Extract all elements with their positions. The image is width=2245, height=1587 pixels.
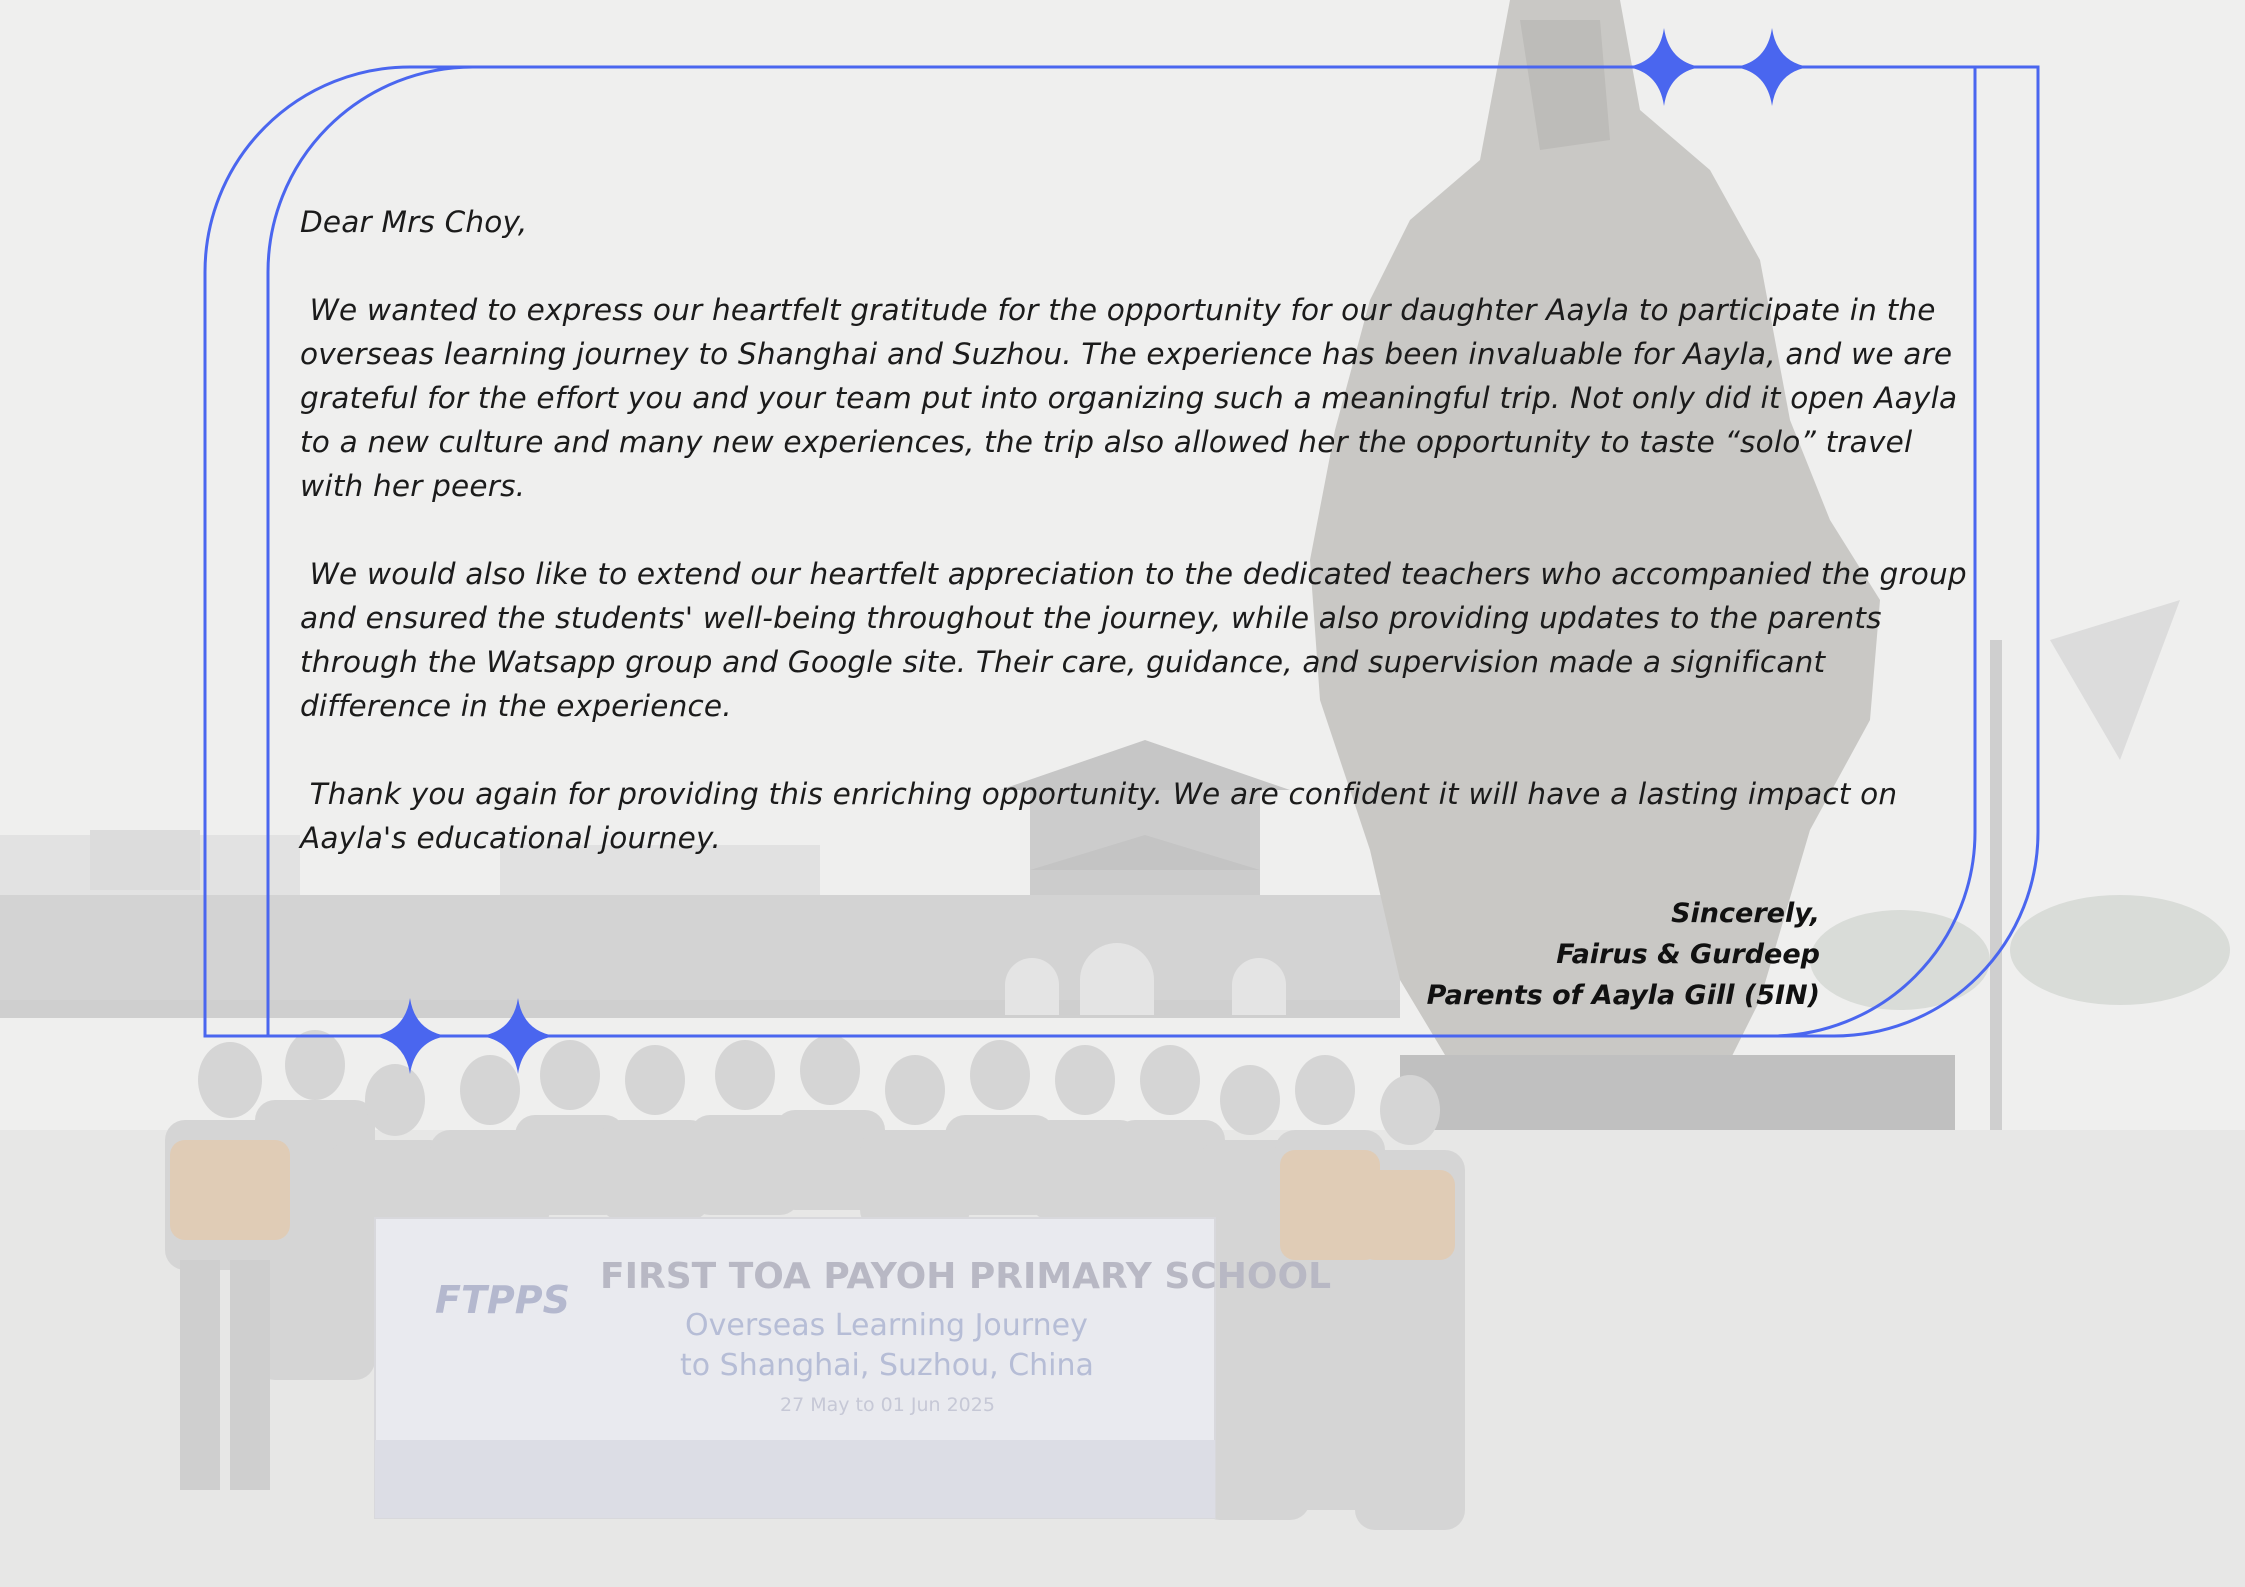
banner-line-2: to Shanghai, Suzhou, China: [680, 1348, 1094, 1383]
letter-paragraph: We would also like to extend our heartfelt appreciation to the dedicated teachers who accompanied the group and ensured the students' well-being throughout the journey, while also providing updates to the parents through the Watsapp group and Google site. Their care, guidance, and supervision made a significant difference in the experience.: [300, 557, 1977, 723]
relation: Parents of Aayla Gill (5IN): [1426, 980, 1820, 1011]
sparkle-icon: [1735, 28, 1809, 106]
closing: Sincerely,: [1671, 898, 1820, 929]
letter-body: [300, 200, 1980, 860]
sparkle-icon: [373, 998, 447, 1074]
banner-school-name: FIRST TOA PAYOH PRIMARY SCHOOL: [600, 1256, 1332, 1297]
banner-line-1: Overseas Learning Journey: [685, 1308, 1088, 1343]
signoff: [1427, 893, 1820, 1016]
banner-dates: 27 May to 01 Jun 2025: [780, 1394, 995, 1416]
signatories: Fairus & Gurdeep: [1556, 939, 1820, 970]
salutation: Dear Mrs Choy,: [300, 205, 528, 239]
letter-paragraph: We wanted to express our heartfelt gratitude for the opportunity for our daughter Aayla to participate in the overseas learning journey to Shanghai and Suzhou. The experience has been invaluable for Aayla, and we are grateful for the effort you and your team put into organizing such a meaningful trip. Not only did it open Aayla to a new culture and many new experiences, the trip also allowed her the opportunity to taste “solo” travel with her peers.: [300, 293, 1967, 503]
sparkle-icon: [1627, 28, 1701, 106]
letter-paragraph: Thank you again for providing this enriching opportunity. We are confident it will have a lasting impact on Aayla's educational journey.: [300, 777, 1907, 855]
sparkle-icon: [481, 998, 555, 1074]
banner-logo: FTPPS: [435, 1278, 570, 1322]
